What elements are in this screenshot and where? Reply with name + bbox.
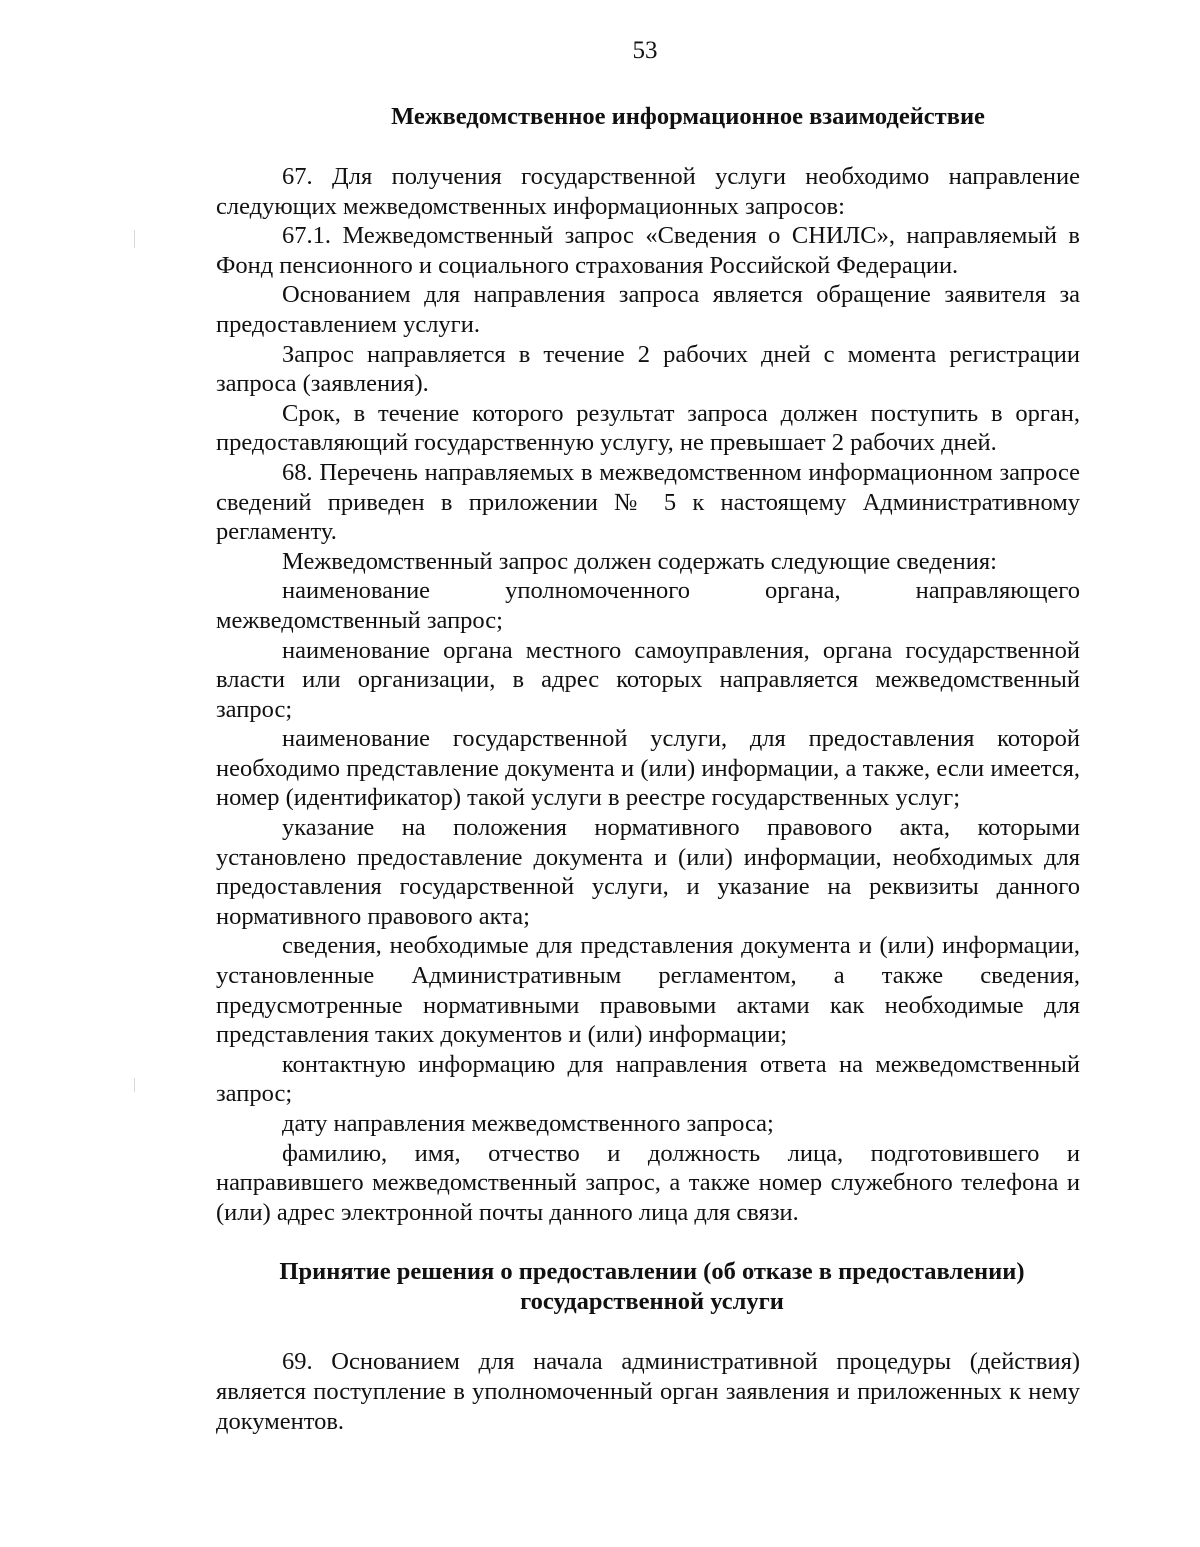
paragraph: наименование уполномоченного органа, направляющего межведомственный запрос; bbox=[216, 577, 1080, 634]
section-body-2 bbox=[216, 1347, 1080, 1436]
paragraph: дату направления межведомственного запроса; bbox=[282, 1110, 774, 1137]
paragraph: наименование государственной услуги, для предоставления которой необходимо представление документа и (или) информации, а также, если имеется, номер (идентификатор) такой услуги в реестре государственных услуг; bbox=[216, 725, 1080, 812]
paragraph: Межведомственный запрос должен содержать следующие сведения: bbox=[282, 547, 997, 575]
heading-line: Принятие решения о предоставлении (об отказе в предоставлении) bbox=[279, 1258, 1025, 1286]
scan-artifact bbox=[134, 1078, 135, 1092]
page-number: 53 bbox=[632, 37, 658, 64]
paragraph: фамилию, имя, отчество и должность лица, подготовившего и направившего межведомственный запрос, а также номер служебного телефона и (или) адрес электронной почты данного лица для связи. bbox=[216, 1139, 1080, 1226]
paragraph: 67.1. Межведомственный запрос «Сведения о СНИЛС», направляемый в Фонд пенсионного и социального страхования Российской Федерации. bbox=[216, 222, 1080, 279]
paragraph: 67. Для получения государственной услуги необходимо направление следующих межведомственных информационных запросов: bbox=[216, 163, 1080, 220]
page-content bbox=[216, 102, 1080, 1436]
paragraph: контактную информацию для направления ответа на межведомственный запрос; bbox=[216, 1050, 1080, 1108]
paragraph: 69. Основанием для начала административной процедуры (действия) является поступление в уполномоченный орган заявления и приложенных к нему документов. bbox=[216, 1348, 1080, 1435]
section-heading: Межведомственное информационное взаимодействие bbox=[391, 103, 985, 130]
paragraph: наименование органа местного самоуправления, органа государственной власти или организации, в адрес которых направляется межведомственный запрос; bbox=[216, 636, 1080, 723]
paragraph: 68. Перечень направляемых в межведомственном информационном запросе сведений приведен в приложении № 5 к настоящему Административному регламенту. bbox=[216, 458, 1080, 546]
scan-artifact bbox=[134, 230, 135, 248]
paragraph: сведения, необходимые для представления документа и (или) информации, установленные Административным регламентом, а также сведения, предусмотренные нормативными правовыми актами как необходимые для представления таких документов и (или) информации; bbox=[216, 932, 1080, 1049]
section-heading-2 bbox=[216, 1257, 1080, 1317]
paragraph: Запрос направляется в течение 2 рабочих дней с момента регистрации запроса (заявления). bbox=[216, 340, 1080, 398]
paragraph: указание на положения нормативного правового акта, которыми установлено предоставление документа и (или) информации, необходимых для предоставления государственной услуги, и указание на реквизиты данного нормативного правового акта; bbox=[216, 814, 1080, 930]
heading-line: государственной услуги bbox=[520, 1288, 784, 1316]
paragraph: Основанием для направления запроса является обращение заявителя за предоставлением услуги. bbox=[216, 281, 1080, 338]
paragraph: Срок, в течение которого результат запроса должен поступить в орган, предоставляющий государственную услугу, не превышает 2 рабочих дней. bbox=[216, 399, 1080, 457]
section-body bbox=[216, 162, 1080, 1227]
